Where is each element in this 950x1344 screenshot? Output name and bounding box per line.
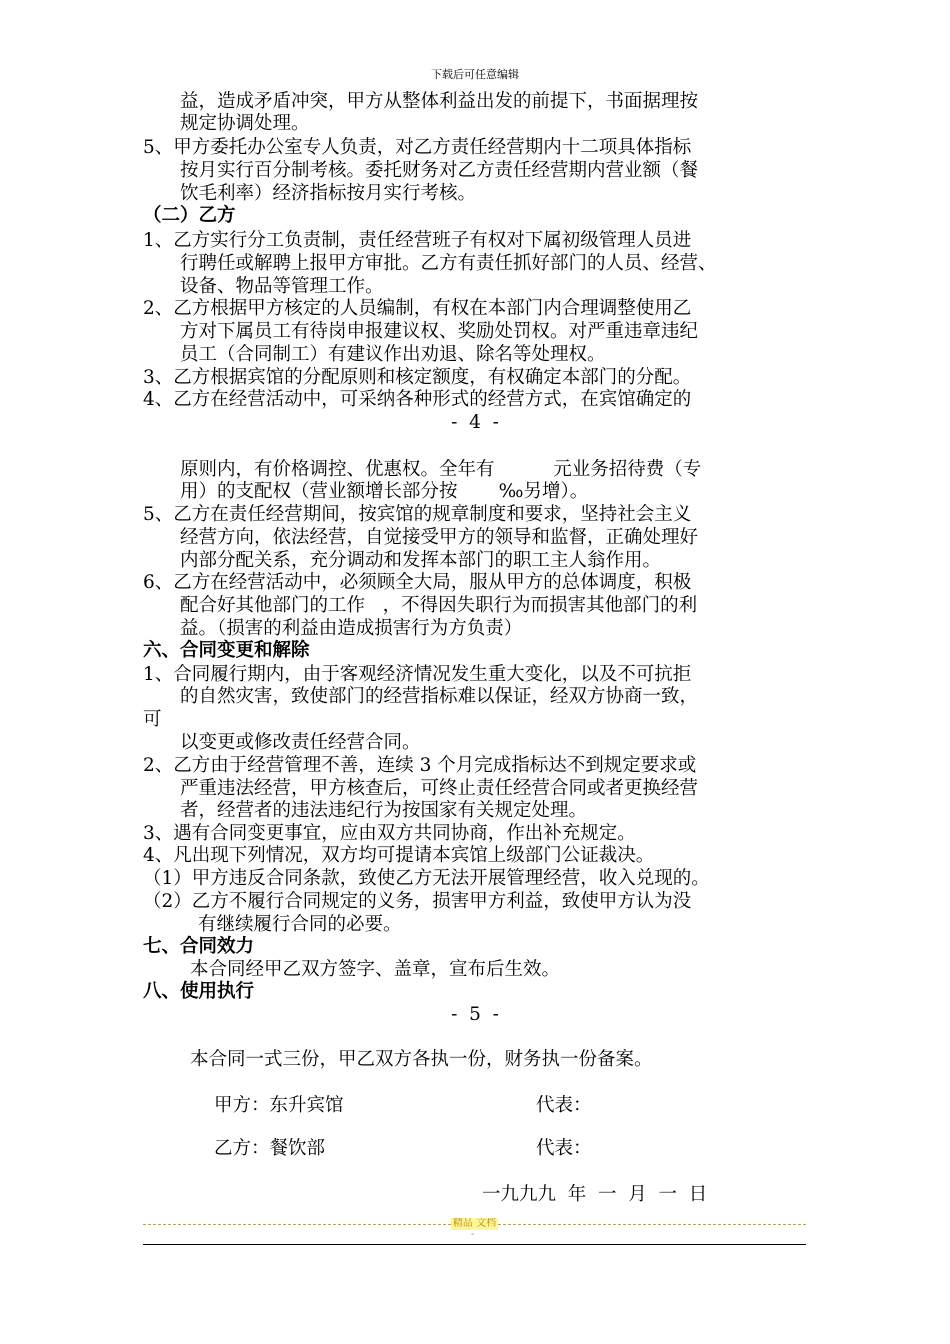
text-line: 4、乙方在经营活动中，可采纳各种形式的经营方式，在宾馆确定的 xyxy=(143,389,692,410)
text-line: 5、甲方委托办公室专人负责，对乙方责任经营期内十二项具体指标 xyxy=(143,137,692,158)
text-line: 1、合同履行期内，由于客观经济情况发生重大变化，以及不可抗拒 xyxy=(143,664,692,685)
page-number: - 5 - xyxy=(451,1004,499,1025)
text-line: 员工（合同制工）有建议作出劝退、除名等处理权。 xyxy=(180,344,606,365)
text-line: 严重违法经营，甲方核查后，可终止责任经营合同或者更换经营 xyxy=(180,778,699,799)
text-line: 以变更或修改责任经营合同。 xyxy=(180,732,421,753)
section-heading: （二）乙方 xyxy=(143,205,236,226)
text-line: 1、乙方实行分工负责制，责任经营班子有权对下属初级管理人员进 xyxy=(143,230,692,251)
text-line: 行聘任或解聘上报甲方审批。乙方有责任抓好部门的人员、经营、 xyxy=(180,253,717,274)
text-line: 设备、物品等管理工作。 xyxy=(180,276,384,297)
text-line: 可 xyxy=(143,709,162,730)
text-line: （1）甲方违反合同条款，致使乙方无法开展管理经营，收入兑现的。 xyxy=(143,868,710,889)
page-number: - 4 - xyxy=(451,412,499,433)
text-line: 有继续履行合同的必要。 xyxy=(198,914,402,935)
footer-label: 精品 文档 xyxy=(452,1218,497,1229)
text-line: 本合同经甲乙双方签字、盖章，宣布后生效。 xyxy=(190,959,561,980)
text-line: 益。（损害的利益由造成损害行为方负责） xyxy=(180,618,523,639)
text-line: 2、乙方根据甲方核定的人员编制，有权在本部门内合理调整使用乙 xyxy=(143,298,692,319)
text-line: 2、乙方由于经营管理不善，连续 3 个月完成指标达不到规定要求或 xyxy=(143,755,697,776)
text-line: 本合同一式三份，甲乙双方各执一份，财务执一份备案。 xyxy=(190,1049,653,1070)
text-line: 6、乙方在经营活动中，必须顾全大局，服从甲方的总体调度，积极 xyxy=(143,572,692,593)
text-line: 饮毛利率）经济指标按月实行考核。 xyxy=(180,183,477,204)
text-line: 用）的支配权（营业额增长部分按 ‰另增）。 xyxy=(180,481,589,502)
text-line: 者，经营者的违法违纪行为按国家有关规定处理。 xyxy=(180,800,588,821)
text-line: 代表： xyxy=(536,1095,592,1116)
text-line: 经营方向，依法经营，自觉接受甲方的领导和监督，正确处理好 xyxy=(180,527,699,548)
text-line: 5、乙方在责任经营期间，按宾馆的规章制度和要求，坚持社会主义 xyxy=(143,504,692,525)
section-heading: 六、合同变更和解除 xyxy=(143,640,310,661)
section-heading: 八、使用执行 xyxy=(143,981,255,1002)
text-line: 一九九九 年 一 月 一 日 xyxy=(482,1184,708,1205)
text-line: 配合好其他部门的工作 ，不得因失职行为而损害其他部门的利 xyxy=(180,595,698,616)
text-line: 4、凡出现下列情况，双方均可提请本宾馆上级部门公证裁决。 xyxy=(143,845,655,866)
footer-dash-tail: - xyxy=(471,1229,475,1240)
footer-rule xyxy=(143,1244,806,1245)
text-line: 乙方：餐饮部 xyxy=(214,1138,326,1159)
text-line: 的自然灾害，致使部门的经营指标难以保证，经双方协商一致， xyxy=(180,686,699,707)
text-line: 3、遇有合同变更事宜，应由双方共同协商，作出补充规定。 xyxy=(143,823,636,844)
text-line: 方对下属员工有待岗申报建议权、奖励处罚权。对严重违章违纪 xyxy=(180,321,699,342)
text-line: 3、乙方根据宾馆的分配原则和核定额度，有权确定本部门的分配。 xyxy=(143,367,692,388)
text-line: 代表： xyxy=(536,1138,592,1159)
text-line: 甲方：东升宾馆 xyxy=(214,1095,344,1116)
text-line: （2）乙方不履行合同规定的义务，损害甲方利益，致使甲方认为没 xyxy=(143,891,692,912)
section-heading: 七、合同效力 xyxy=(143,936,255,957)
text-line: 内部分配关系，充分调动和发挥本部门的职工主人翁作用。 xyxy=(180,550,662,571)
text-line: 按月实行百分制考核。委托财务对乙方责任经营期内营业额（餐 xyxy=(180,160,699,181)
footer-dashed-line xyxy=(143,1218,806,1230)
text-line: 原则内，有价格调控、优惠权。全年有 元业务招待费（专 xyxy=(180,459,702,480)
text-line: 规定协调处理。 xyxy=(180,113,310,134)
text-line: 益，造成矛盾冲突，甲方从整体利益出发的前提下，书面据理按 xyxy=(180,91,699,112)
page-header: 下载后可任意编辑 xyxy=(431,68,519,81)
